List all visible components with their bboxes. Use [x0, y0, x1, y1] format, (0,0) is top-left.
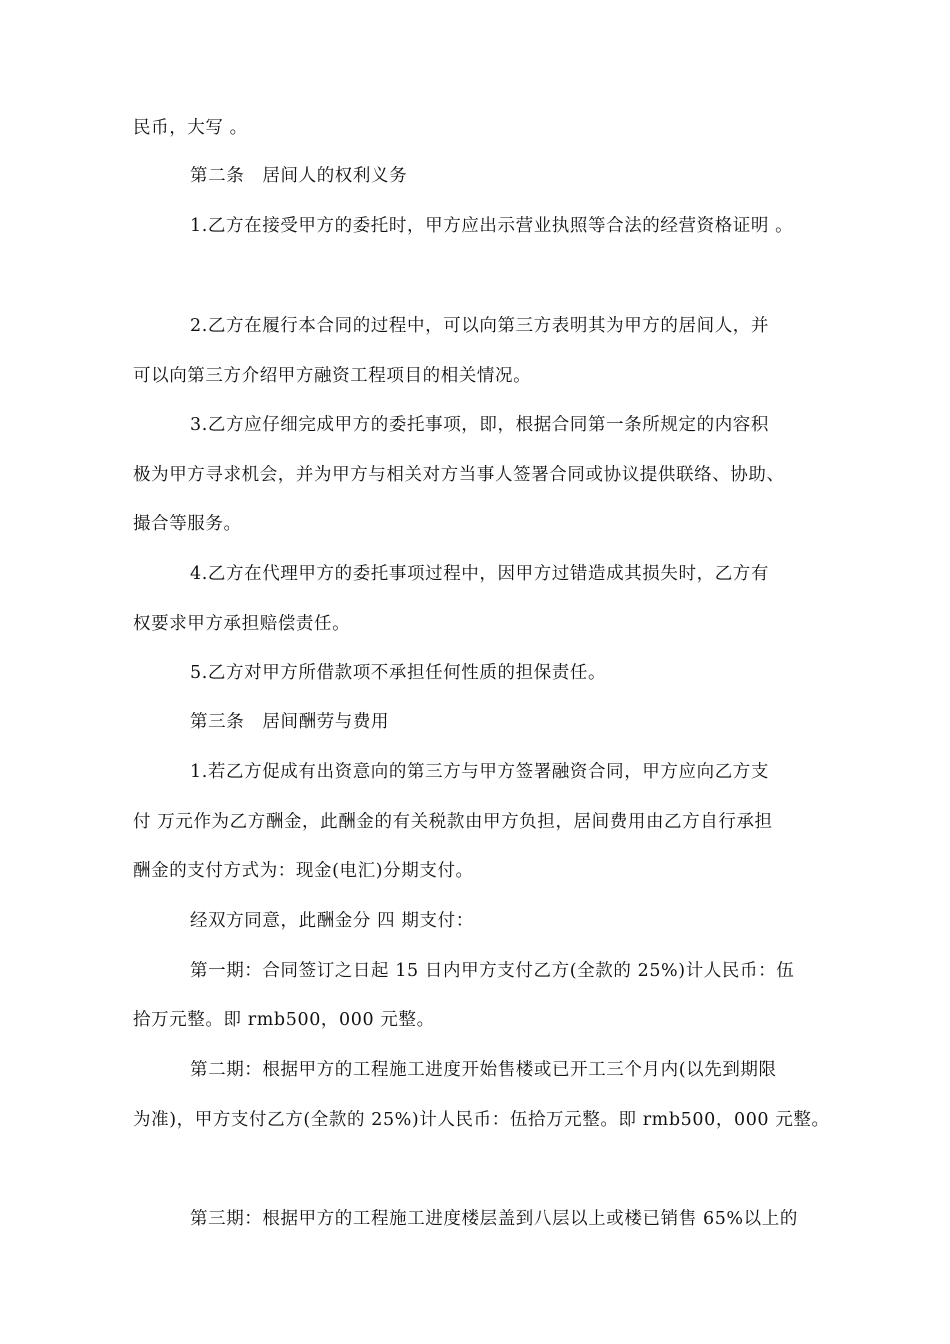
text-line: 1.若乙方促成有出资意向的第三方与甲方签署融资合同，甲方应向乙方支	[190, 762, 769, 782]
text-line: 为准)，甲方支付乙方(全款的 25%)计人民币：伍拾万元整。即 rmb500，000 元整。	[133, 1110, 830, 1130]
section-heading: 第三条 居间酬劳与费用	[190, 712, 390, 732]
text-line: 5.乙方对甲方所借款项不承担任何性质的担保责任。	[190, 663, 607, 683]
text-line: 第一期：合同签订之日起 15 日内甲方支付乙方(全款的 25%)计人民币：伍	[190, 961, 795, 981]
text-line: 4.乙方在代理甲方的委托事项过程中，因甲方过错造成其损失时，乙方有	[190, 564, 769, 584]
text-line: 民币，大写 。	[133, 118, 248, 138]
section-heading: 第二条 居间人的权利义务	[190, 166, 408, 186]
text-line: 酬金的支付方式为：现金(电汇)分期支付。	[133, 861, 474, 881]
text-line: 权要求甲方承担赔偿责任。	[133, 614, 351, 634]
text-line: 拾万元整。即 rmb500，000 元整。	[133, 1010, 435, 1030]
text-line: 2.乙方在履行本合同的过程中，可以向第三方表明其为甲方的居间人，并	[190, 316, 769, 336]
text-line: 经双方同意，此酬金分 四 期支付：	[190, 911, 474, 931]
text-line: 3.乙方应仔细完成甲方的委托事项，即，根据合同第一条所规定的内容积	[190, 415, 769, 435]
text-line: 第二期：根据甲方的工程施工进度开始售楼或已开工三个月内(以先到期限	[190, 1060, 777, 1080]
text-line: 付 万元作为乙方酬金，此酬金的有关税款由甲方负担，居间费用由乙方自行承担	[133, 812, 773, 832]
text-line: 极为甲方寻求机会，并为甲方与相关对方当事人签署合同或协议提供联络、协助、	[133, 465, 785, 485]
text-line: 1.乙方在接受甲方的委托时，甲方应出示营业执照等合法的经营资格证明 。	[190, 216, 794, 236]
text-line: 第三期：根据甲方的工程施工进度楼层盖到八层以上或楼已销售 65%以上的	[190, 1209, 798, 1229]
text-line: 撮合等服务。	[133, 514, 242, 534]
text-line: 可以向第三方介绍甲方融资工程项目的相关情况。	[133, 366, 532, 386]
